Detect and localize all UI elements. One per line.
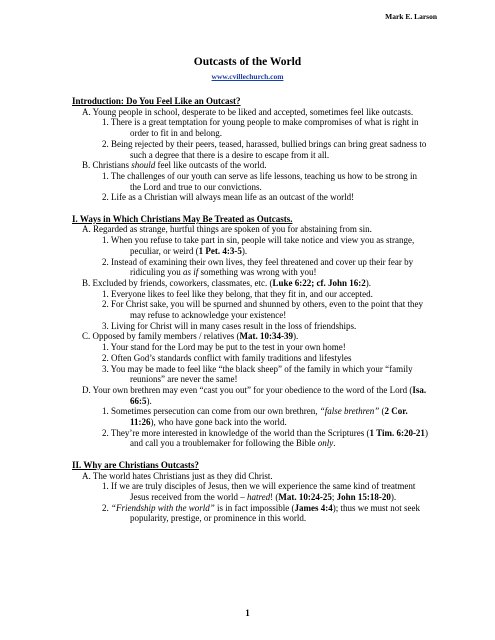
intro-point-b: B. Christians should feel like outcasts of the world. [82, 160, 267, 171]
section1-point-b1: 1. Everyone likes to feel like they belong, that they fit in, and our accepted. [102, 288, 373, 299]
intro-point-b1: 1. The challenges of our youth can serve as life lessons, teaching us how to be strong in the Lord and true to our convictions. [102, 170, 418, 192]
page-title: Outcasts of the World [193, 56, 302, 68]
section2-point-a: A. The world hates Christians just as they did Christ. [82, 470, 273, 481]
section1-point-c1: 1. Your stand for the Lord may be put to the test in your own home! [102, 342, 346, 353]
section1-point-d: D. Your own brethren may even “cast you out” for your obedience to the word of the Lord (Isa. 66:5). [82, 384, 427, 406]
page-number: 1 [245, 608, 250, 618]
intro-point-a: A. Young people in school, desperate to be liked and accepted, sometimes feel like outcasts. [82, 106, 414, 117]
section1-point-a2: 2. Instead of examining their own lives, they feel threatened and cover up their fear by ridiculing you as if something was wrong with you! [102, 256, 414, 278]
intro-heading: Introduction: Do You Feel Like an Outcast? [72, 96, 241, 106]
website-link[interactable]: www.cvillechurch.com [211, 72, 284, 81]
section2-point-a1: 1. If we are truly disciples of Jesus, then we will experience the same kind of treatment Jesus received from the world – hatred! (Mat. 10:24-25; John 15:18-20). [102, 481, 416, 502]
section1-point-c: C. Opposed by family members / relatives (Mat. 10:34-39). [82, 331, 299, 342]
author-header: Mark E. Larson [385, 12, 437, 21]
intro-point-a2: 2. Being rejected by their peers, teased, harassed, bullied brings can bring great sadness to such a degree that there is a desire to escape from it all. [102, 138, 427, 160]
section1-point-c3: 3. You may be made to feel like “the black sheep” of the family in which your “family reunions” are never the same! [102, 363, 413, 385]
intro-point-b2: 2. Life as a Christian will always mean life as an outcast of the world! [102, 192, 355, 203]
section2-heading: II. Why are Christians Outcasts? [72, 459, 199, 470]
section1-point-b3: 3. Living for Christ will in many cases result in the loss of friendships. [102, 320, 357, 331]
sermon-outline [72, 96, 428, 524]
section1-point-a: A. Regarded as strange, hurtful things are spoken of you for abstaining from sin. [82, 224, 372, 235]
intro-point-a1: 1. There is a great temptation for young people to make compromises of what is right in order to fit in and belong. [102, 117, 419, 139]
section1-point-d1: 1. Sometimes persecution can come from our own brethren, “false brethren” (2 Cor. 11:26), who have gone back into the world. [102, 406, 408, 428]
section1-point-c2: 2. Often God’s standards conflict with family traditions and lifestyles [102, 352, 352, 363]
section1-point-d2: 2. They’re more interested in knowledge of the world than the Scriptures (1 Tim. 6:20-21) and call you a troublemaker for following the Bible only. [102, 427, 428, 449]
section1-point-b: B. Excluded by friends, coworkers, classmates, etc. (Luke 6:22; cf. John 16:2). [82, 277, 371, 288]
section1-point-b2: 2. For Christ sake, you will be spurned and shunned by others, even to the point that they may refuse to acknowledge your existence! [102, 299, 423, 321]
section1-heading: I. Ways in Which Christians May Be Treated as Outcasts. [72, 213, 293, 224]
section1-point-a1: 1. When you refuse to take part in sin, people will take notice and view you as strange, peculiar, or weird (1 Pet. 4:3-5). [102, 235, 415, 256]
section2-point-a2: 2. “Friendship with the world” is in fact impossible (James 4:4); thus we must not seek popularity, prestige, or prominence in this world. [102, 502, 421, 524]
